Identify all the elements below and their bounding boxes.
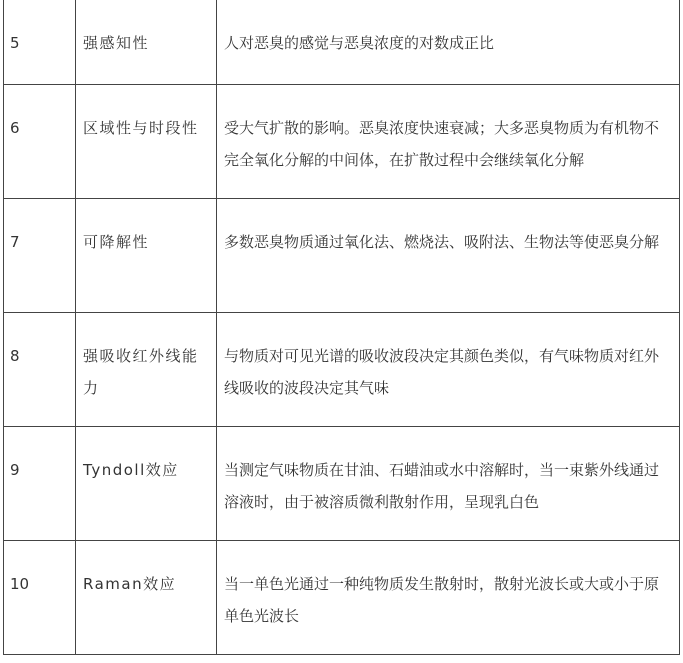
property-name-cell xyxy=(76,541,217,655)
row-number: 6 xyxy=(10,119,20,137)
row-number-cell xyxy=(4,313,76,427)
table-row xyxy=(4,85,680,199)
property-name-cell xyxy=(76,427,217,541)
property-description: 多数恶臭物质通过氧化法、燃烧法、吸附法、生物法等使恶臭分解 xyxy=(224,233,660,251)
properties-table xyxy=(3,0,680,655)
table-row xyxy=(4,541,680,655)
property-name-cell xyxy=(76,0,217,85)
property-name: Tyndoll效应 xyxy=(83,461,179,479)
property-name-cell xyxy=(76,85,217,199)
property-description: 当测定气味物质在甘油、石蜡油或水中溶解时，当一束紫外线通过溶液时，由于被溶质微利散射作用，呈现乳白色 xyxy=(224,461,660,511)
property-name: Raman效应 xyxy=(83,575,177,593)
row-number: 5 xyxy=(10,34,20,52)
row-number: 7 xyxy=(10,233,20,251)
row-number: 10 xyxy=(10,575,30,593)
property-name-cell xyxy=(76,199,217,313)
row-number-cell xyxy=(4,85,76,199)
property-name: 强吸收红外线能力 xyxy=(83,347,199,397)
property-name: 强感知性 xyxy=(83,34,150,52)
property-name: 区域性与时段性 xyxy=(83,119,199,137)
property-name: 可降解性 xyxy=(83,233,150,251)
property-description-cell xyxy=(217,427,680,541)
row-number-cell xyxy=(4,199,76,313)
row-number-cell xyxy=(4,427,76,541)
property-description-cell xyxy=(217,0,680,85)
row-number: 9 xyxy=(10,461,20,479)
row-number-cell xyxy=(4,0,76,85)
property-description-cell xyxy=(217,199,680,313)
property-description: 人对恶臭的感觉与恶臭浓度的对数成正比 xyxy=(224,34,495,52)
property-description: 受大气扩散的影响。恶臭浓度快速衰减；大多恶臭物质为有机物不完全氧化分解的中间体，在扩散过程中会继续氧化分解 xyxy=(224,119,660,169)
table-row xyxy=(4,427,680,541)
row-number-cell xyxy=(4,541,76,655)
property-name-cell xyxy=(76,313,217,427)
table-row xyxy=(4,313,680,427)
table-row xyxy=(4,199,680,313)
table-row xyxy=(4,0,680,85)
property-description: 与物质对可见光谱的吸收波段决定其颜色类似，有气味物质对红外线吸收的波段决定其气味 xyxy=(224,347,660,397)
property-description-cell xyxy=(217,313,680,427)
row-number: 8 xyxy=(10,347,20,365)
property-description: 当一单色光通过一种纯物质发生散射时，散射光波长或大或小于原单色光波长 xyxy=(224,575,660,625)
property-description-cell xyxy=(217,541,680,655)
property-description-cell xyxy=(217,85,680,199)
